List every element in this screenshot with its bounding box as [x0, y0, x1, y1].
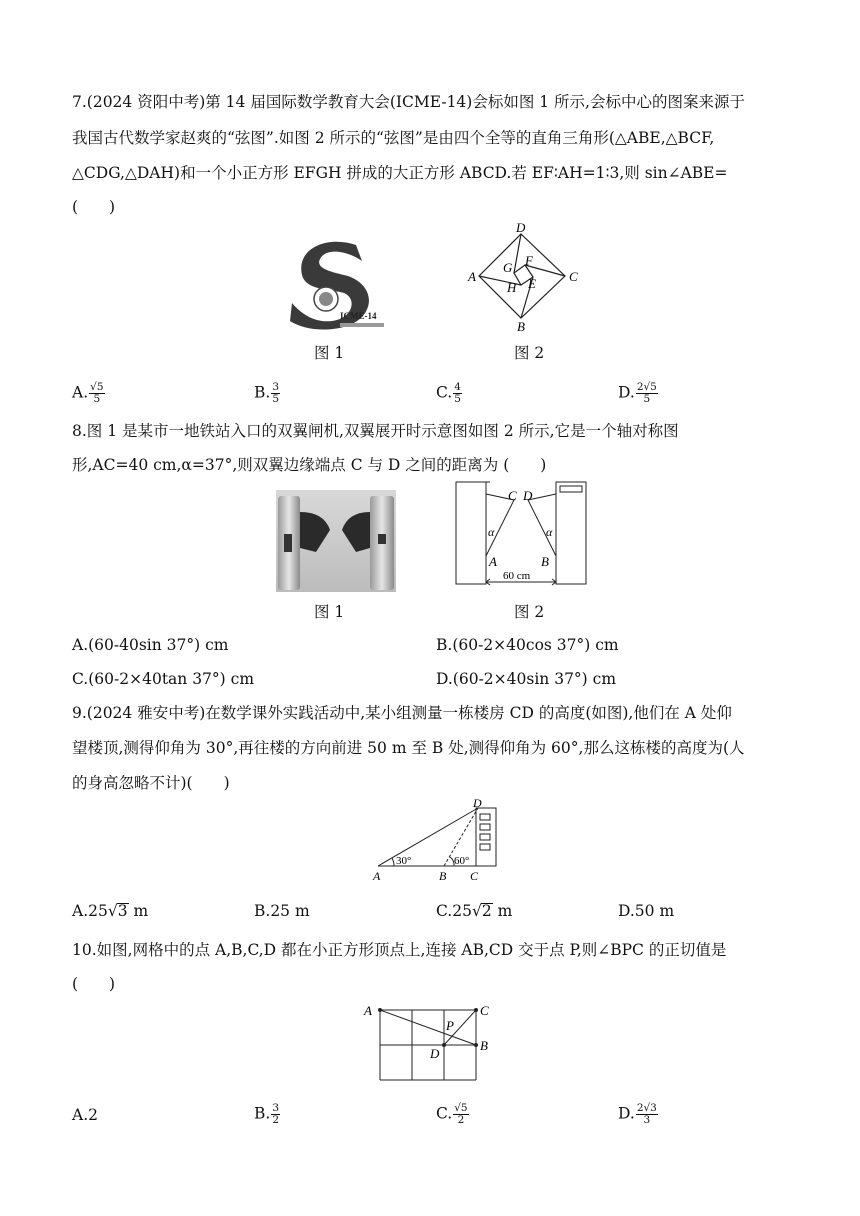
gate-schematic [452, 478, 592, 594]
label-A: A [468, 269, 476, 284]
label-30deg: 30° [396, 855, 412, 867]
q7-fig1-caption: 图 1 [314, 344, 345, 362]
label-D: D [473, 796, 482, 810]
q8-line-2: 形,AC=40 cm,α=37°,则双翼边缘端点 C 与 D 之间的距离为 ( ) [72, 456, 547, 474]
q10-option-b: B. $\frac{3}{2}$ [254, 1102, 280, 1126]
q7-option-d: D. $\frac{2√5}{5}$ [618, 381, 657, 405]
logo-text: ICME-14 [340, 311, 377, 321]
label-alpha-left: α [488, 525, 495, 539]
label-B: B [439, 869, 447, 883]
q9-option-c: C.25√2 m [436, 902, 513, 920]
label-D: D [516, 220, 526, 235]
label-D: D [430, 1046, 440, 1061]
q7-option-a: A. $\frac{√5}{5}$ [72, 381, 104, 405]
q9-line-2: 望楼顶,测得仰角为 30°,再往楼的方向前进 50 m 至 B 处,测得仰角为 60°,那么这栋楼的高度为(人 [72, 739, 745, 757]
q10-option-d: D. $\frac{2√3}{3}$ [618, 1102, 657, 1126]
label-B: B [480, 1038, 488, 1053]
q8-option-b: B.(60-2×40cos 37°) cm [436, 636, 619, 654]
q7-line-4: ( ) [72, 198, 116, 216]
zhao-shuang-diagram [464, 220, 584, 336]
q9-line-3: 的身高忽略不计)( ) [72, 774, 230, 792]
label-C: C [470, 869, 479, 883]
q7-line-3: △CDG,△DAH)和一个小正方形 EFGH 拼成的大正方形 ABCD.若 EF∶AH=1∶3,则 sin∠ABE= [72, 164, 728, 182]
q8-line-1: 8.图 1 是某市一地铁站入口的双翼闸机,双翼展开时示意图如图 2 所示,它是一个轴对称图 [72, 422, 679, 440]
q8-fig2-caption: 图 2 [514, 603, 545, 621]
q9-line-1: 9.(2024 雅安中考)在数学课外实践活动中,某小组测量一栋楼房 CD 的高度(如图),他们在 A 处仰 [72, 704, 732, 722]
q7-fig2-caption: 图 2 [514, 344, 545, 362]
label-D: D [523, 488, 533, 503]
q10-option-a: A.2 [72, 1106, 98, 1124]
icme-logo [286, 237, 396, 333]
q8-option-d: D.(60-2×40sin 37°) cm [436, 670, 617, 688]
label-C: C [569, 269, 578, 284]
q9-option-b: B.25 m [254, 902, 310, 920]
grid-diagram [360, 998, 504, 1086]
label-F: F [525, 253, 533, 268]
label-H: H [507, 280, 517, 295]
label-G: G [503, 260, 513, 275]
q10-line-2: ( ) [72, 975, 116, 993]
q8-option-c: C.(60-2×40tan 37°) cm [72, 670, 255, 688]
label-C: C [480, 1003, 489, 1018]
q8-option-a: A.(60-40sin 37°) cm [72, 636, 229, 654]
q9-option-a: A.25√3 m [72, 902, 149, 920]
q7-line-2: 我国古代数学家赵爽的“弦图”.如图 2 所示的“弦图”是由四个全等的直角三角形(△ABE,△BCF, [72, 129, 715, 147]
label-P: P [446, 1018, 454, 1033]
q7-option-c: C. $\frac{4}{5}$ [436, 381, 461, 405]
label-A: A [364, 1003, 372, 1018]
q7-line-1: 7.(2024 资阳中考)第 14 届国际数学教育大会(ICME-14)会标如图 1 所示,会标中心的图案来源于 [72, 93, 745, 111]
label-B: B [541, 554, 549, 569]
label-60cm: 60 cm [503, 570, 531, 582]
label-C: C [508, 488, 517, 503]
label-60deg: 60° [454, 855, 470, 867]
label-B: B [517, 319, 525, 334]
label-A: A [373, 869, 381, 883]
q9-option-d: D.50 m [618, 902, 675, 920]
label-A: A [489, 554, 497, 569]
label-E: E [528, 276, 536, 291]
q8-fig1-caption: 图 1 [314, 603, 345, 621]
building-diagram [366, 796, 510, 884]
q10-line-1: 10.如图,网格中的点 A,B,C,D 都在小正方形顶点上,连接 AB,CD 交于点 P,则∠BPC 的正切值是 [72, 941, 727, 959]
q10-option-c: C. $\frac{√5}{2}$ [436, 1102, 468, 1126]
label-alpha-right: α [546, 525, 553, 539]
q7-option-b: B. $\frac{3}{5}$ [254, 381, 280, 405]
gate-photo [276, 490, 396, 592]
